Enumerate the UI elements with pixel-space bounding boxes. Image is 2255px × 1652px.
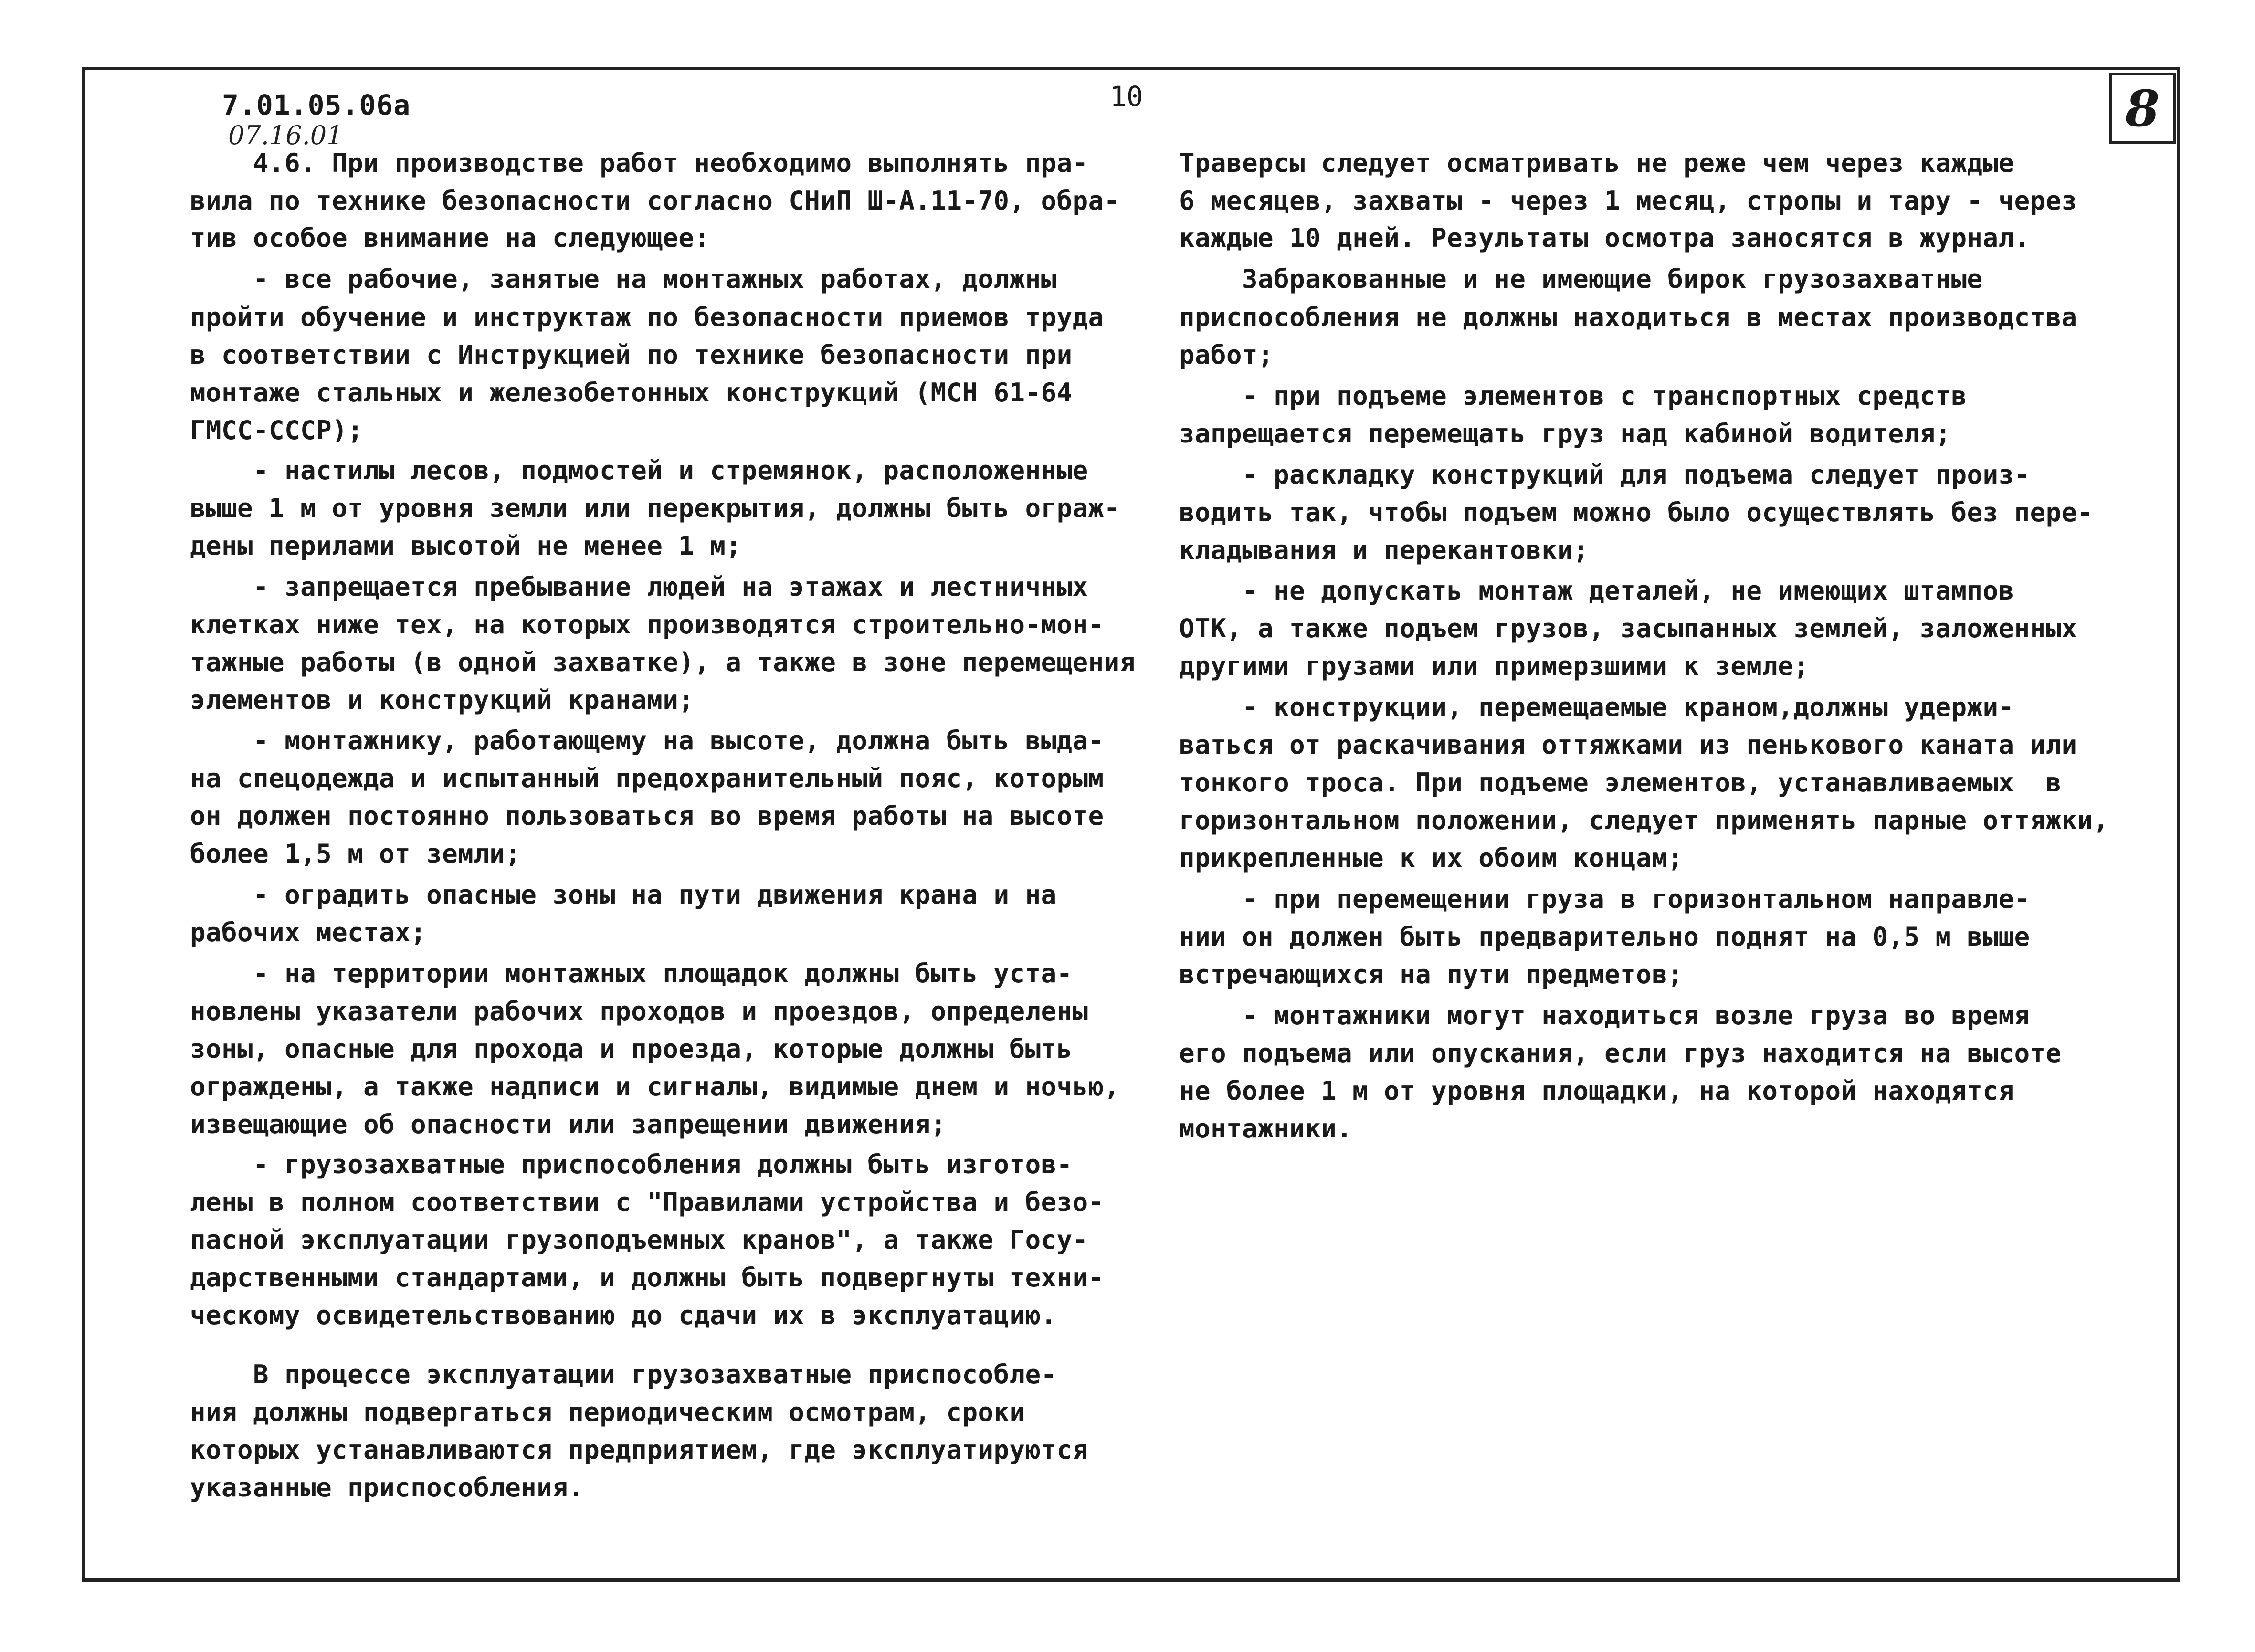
text-line: выше 1 м от уровня земли или перекрытия, должны быть ограж-: [190, 493, 1120, 523]
text-line: его подъема или опускания, если груз находится на высоте: [1179, 1038, 2062, 1068]
text-line: - все рабочие, занятые на монтажных работах, должны: [190, 264, 1057, 294]
text-line: - монтажнику, работающему на высоте, должна быть выда-: [190, 726, 1104, 756]
text-line: приспособления не должны находиться в местах производства: [1179, 302, 2077, 332]
text-line: тажные работы (в одной захватке), а также в зоне перемещения: [190, 647, 1136, 677]
text-line: в соответствии с Инструкцией по технике безопасности при: [190, 340, 1073, 370]
text-line: дарственными стандартами, и должны быть подвергнуты техни-: [190, 1263, 1104, 1293]
text-line: - не допускать монтаж деталей, не имеющих штампов: [1179, 576, 2014, 606]
text-line: дены перилами высотой не менее 1 м;: [190, 531, 742, 561]
text-line: кладывания и перекантовки;: [1179, 535, 1589, 565]
text-line: ваться от раскачивания оттяжками из пенькового каната или: [1179, 730, 2077, 760]
text-line: горизонтальном положении, следует применять парные оттяжки,: [1179, 805, 2109, 835]
text-line: ческому освидетельствованию до сдачи их в эксплуатацию.: [190, 1300, 1057, 1330]
text-line: работ;: [1179, 340, 1274, 370]
text-line: лены в полном соответствии с "Правилами устройства и безо-: [190, 1187, 1104, 1217]
text-line: клетках ниже тех, на которых производятся строительно-мон-: [190, 610, 1104, 640]
text-line: монтаже стальных и железобетонных конструкций (МСН 61-64: [190, 378, 1073, 408]
document-code: 7.01.05.06а: [222, 89, 411, 121]
text-line: встречающихся на пути предметов;: [1179, 959, 1684, 989]
text-line: каждые 10 дней. Результаты осмотра заносятся в журнал.: [1179, 223, 2030, 253]
text-line: Траверсы следует осматривать не реже чем через каждые: [1179, 148, 2014, 178]
text-line: В процессе эксплуатации грузозахватные приспособле-: [190, 1359, 1057, 1389]
text-line: извещающие об опасности или запрещении движения;: [190, 1109, 947, 1139]
text-line: Забракованные и не имеющие бирок грузозахватные: [1179, 264, 1983, 294]
text-line: - при подъеме элементов с транспортных средств: [1179, 381, 1967, 411]
text-line: - запрещается пребывание людей на этажах и лестничных: [190, 572, 1088, 602]
text-line: пасной эксплуатации грузоподъемных кранов", а также Госу-: [190, 1225, 1088, 1255]
text-line: более 1,5 м от земли;: [190, 839, 521, 869]
handwritten-code: 07.16.01: [228, 120, 343, 150]
text-line: нии он должен быть предварительно поднят на 0,5 м выше: [1179, 922, 2030, 952]
text-line: 6 месяцев, захваты - через 1 месяц, стропы и тару - через: [1179, 186, 2077, 216]
text-line: - конструкции, перемещаемые краном,должны удержи-: [1179, 692, 2014, 722]
text-line: рабочих местах;: [190, 917, 427, 947]
text-line: - настилы лесов, подмостей и стремянок, расположенные: [190, 455, 1088, 485]
text-line: - оградить опасные зоны на пути движения крана и на: [190, 880, 1057, 910]
text-line: другими грузами или примерзшими к земле;: [1179, 651, 1810, 681]
text-line: ния должны подвергаться периодическим осмотрам, сроки: [190, 1397, 1025, 1427]
text-line: монтажники.: [1179, 1114, 1353, 1144]
text-line: на спецодежда и испытанный предохранительный пояс, которым: [190, 763, 1104, 793]
text-line: тив особое внимание на следующее:: [190, 223, 710, 253]
text-line: - на территории монтажных площадок должны быть уста-: [190, 958, 1073, 989]
page-number: 10: [1110, 80, 1143, 113]
text-line: он должен постоянно пользоваться во время работы на высоте: [190, 801, 1104, 831]
text-line: - при перемещении груза в горизонтальном направле-: [1179, 884, 2030, 914]
text-line: новлены указатели рабочих проходов и проездов, определены: [190, 996, 1088, 1026]
sheet-number: 8: [2125, 79, 2160, 138]
text-line: ГМСС-СССР);: [190, 415, 364, 445]
text-line: тонкого троса. При подъеме элементов, устанавливаемых в: [1179, 768, 2062, 798]
text-line: пройти обучение и инструктаж по безопасности приемов труда: [190, 302, 1104, 332]
sheet-number-box: [2109, 73, 2176, 144]
text-line: которых устанавливаются предприятием, где эксплуатируются: [190, 1435, 1088, 1465]
text-line: - грузозахватные приспособления должны быть изготов-: [190, 1149, 1073, 1179]
text-line: вила по технике безопасности согласно СНиП Ш-А.11-70, обра-: [190, 186, 1120, 216]
text-line: водить так, чтобы подъем можно было осуществлять без пере-: [1179, 497, 2093, 527]
text-line: зоны, опасные для прохода и проезда, которые должны быть: [190, 1034, 1073, 1064]
text-line: - раскладку конструкций для подъема следует произ-: [1179, 460, 2030, 490]
text-line: прикрепленные к их обоим концам;: [1179, 843, 1684, 873]
text-line: ОТК, а также подъем грузов, засыпанных землей, заложенных: [1179, 613, 2077, 643]
text-line: не более 1 м от уровня площадки, на которой находятся: [1179, 1076, 2014, 1106]
text-line: ограждены, а также надписи и сигналы, видимые днем и ночью,: [190, 1072, 1120, 1102]
text-line: - монтажники могут находиться возле груза во время: [1179, 1000, 2030, 1031]
text-line: 4.6. При производстве работ необходимо выполнять пра-: [190, 148, 1088, 178]
text-line: указанные приспособления.: [190, 1473, 584, 1503]
text-line: элементов и конструкций кранами;: [190, 685, 695, 715]
text-line: запрещается перемещать груз над кабиной водителя;: [1179, 419, 1951, 449]
